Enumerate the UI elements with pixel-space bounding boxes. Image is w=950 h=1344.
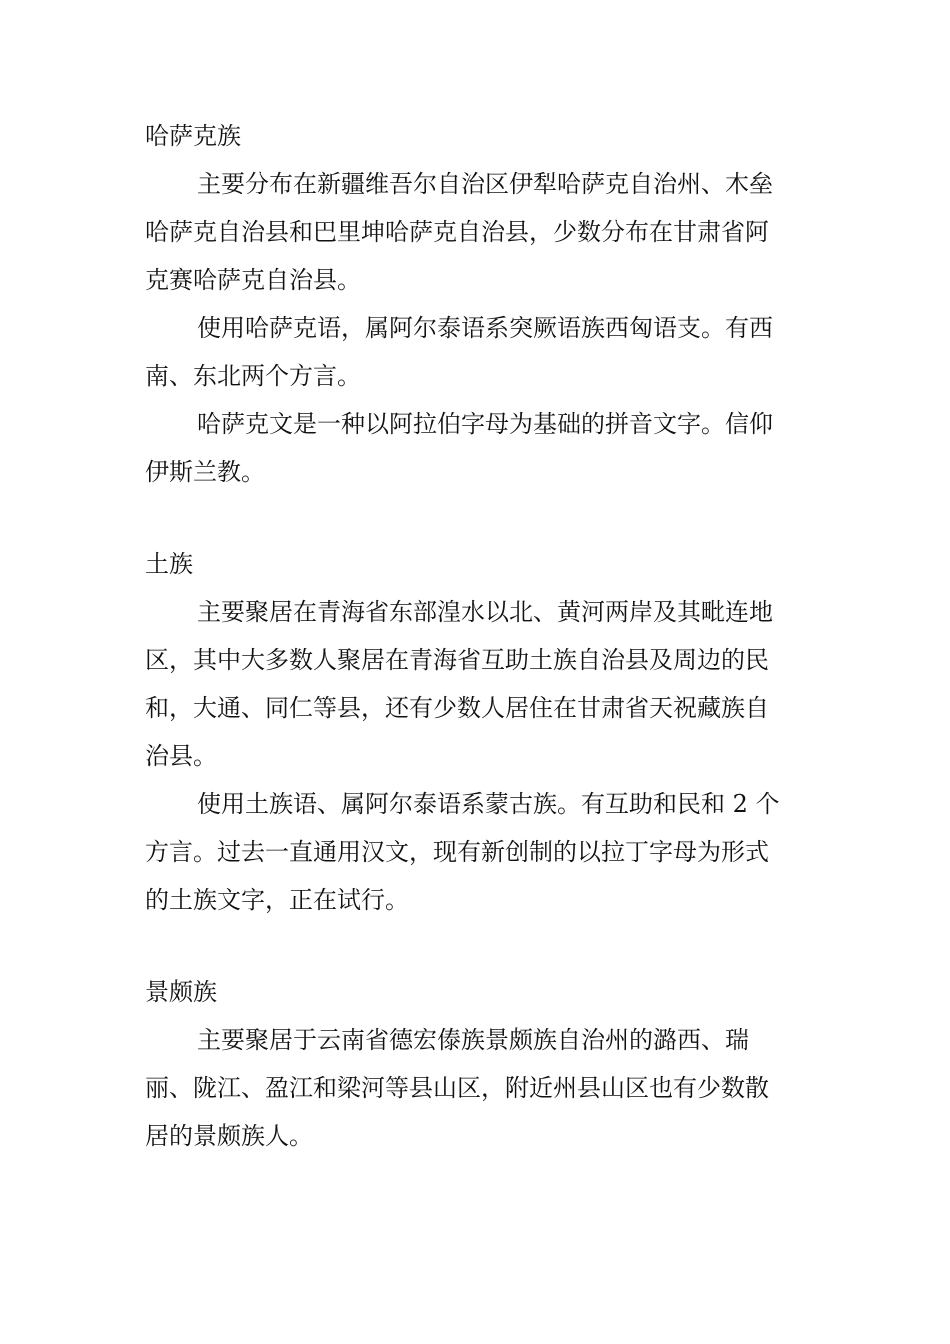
text-line: 区，其中大多数人聚居在青海省互助土族自治县及周边的民 [145, 646, 769, 674]
text-line: 克赛哈萨克自治县。 [145, 266, 361, 294]
paragraph [145, 304, 840, 400]
paragraph [145, 1016, 840, 1160]
text-line: 哈萨克自治县和巴里坤哈萨克自治县，少数分布在甘肃省阿 [145, 218, 769, 246]
document-page [145, 112, 840, 1160]
text-line: 丽、陇江、盈江和梁河等县山区，附近州县山区也有少数散 [145, 1074, 769, 1102]
text-line: 主要聚居在青海省东部湟水以北、黄河两岸及其毗连地 [197, 598, 773, 626]
section-heading: 景颇族 [145, 978, 217, 1006]
text-line: 使用哈萨克语，属阿尔泰语系突厥语族西匈语支。有西 [197, 314, 773, 342]
text-line: 治县。 [145, 742, 217, 770]
section-heading: 哈萨克族 [145, 122, 241, 150]
text-line: 主要分布在新疆维吾尔自治区伊犁哈萨克自治州、木垒 [197, 170, 773, 198]
section-jingpo [145, 968, 840, 1160]
text-line: 居的景颇族人。 [145, 1122, 313, 1150]
paragraph [145, 400, 840, 496]
text-line: 方言。过去一直通用汉文，现有新创制的以拉丁字母为形式 [145, 838, 769, 866]
section-heading: 土族 [145, 550, 193, 578]
paragraph [145, 588, 840, 780]
text-line: 和，大通、同仁等县，还有少数人居住在甘肃省天祝藏族自 [145, 694, 769, 722]
text-line: 使用土族语、属阿尔泰语系蒙古族。有互助和民和 2 个 [197, 790, 780, 818]
text-line: 的土族文字，正在试行。 [145, 886, 409, 914]
paragraph [145, 780, 840, 924]
section-tu [145, 540, 840, 924]
section-kazakh [145, 112, 840, 496]
text-line: 哈萨克文是一种以阿拉伯字母为基础的拼音文字。信仰 [197, 410, 773, 438]
text-line: 南、东北两个方言。 [145, 362, 361, 390]
text-line: 主要聚居于云南省德宏傣族景颇族自治州的潞西、瑞 [197, 1026, 749, 1054]
paragraph [145, 160, 840, 304]
text-line: 伊斯兰教。 [145, 458, 265, 486]
